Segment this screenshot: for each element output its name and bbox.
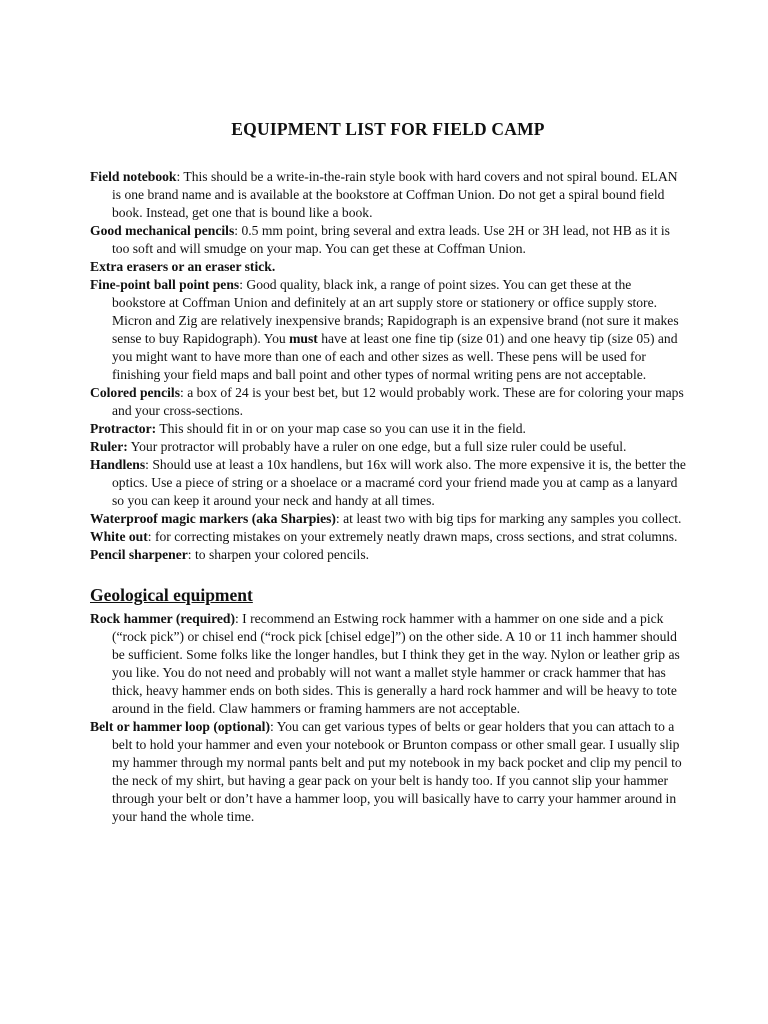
item-term: Fine-point ball point pens <box>90 277 240 292</box>
list-item-ruler <box>90 438 686 456</box>
item-emphasis: must <box>289 331 318 346</box>
section-heading-geological-equipment: Geological equipment <box>90 585 253 605</box>
item-text: You can get various types of belts or gear holders that you can attach to a belt to hold your hammer and even your notebook or Brunton compass or other small gear. I usually slip my hammer through my normal pants belt and put my notebook in my back pocket and clip my pencil to the neck of my shirt, but having a gear pack on your belt is handy too. If you cannot slip your hammer through your belt or don’t have a hammer loop, you will basically have to carry your hammer around in your hand the whole time. <box>112 719 682 824</box>
item-term: Protractor: <box>90 421 157 436</box>
item-text: Should use at least a 10x handlens, but 16x will work also. The more expensive it is, the better the optics. Use a piece of string or a shoelace or a macramé cord your friend made you at camp as a lanyard so you can keep it around your neck and handy at all times. <box>112 457 686 508</box>
item-text: This should be a write-in-the-rain style book with hard covers and not spiral bound. ELAN is one brand name and is available at the bookstore at Coffman Union. Do not get a spiral bound field book. Instead, get one that is bound like a book. <box>112 169 678 220</box>
item-text: have at least one fine tip (size 01) and one heavy tip (size 05) and you might want to have more than one of each and other sizes as well. These pens will be used for finishing your field maps and ball point and other types of normal writing pens are not acceptable. <box>112 331 678 382</box>
list-item-ball-point-pens: Fine-point ball point pens: Good quality, black ink, a range of point sizes. You can get these at the bookstore at Coffman Union and definitely at an art supply store or stationery or office supply store. Micron and Zig are relatively inexpensive brands; Rapidograph is an expensive brand (not sure it makes sense to buy Rapidograph). You must have at least one fine tip (size 01) and one heavy tip (size 05) and you might want to have more than one of each and other sizes as well. These pens will be used for finishing your field maps and ball point and other types of normal writing pens are not acceptable. <box>90 277 679 382</box>
item-text: Good quality, black ink, a range of point sizes. You can get these at the bookstore at Coffman Union and definitely at an art supply store or stationery or office supply store. Micron and Zig are relatively inexpensive brands; Rapidograph is an expensive brand (not sure it makes sense to buy Rapidograph). You <box>112 277 679 346</box>
list-item-protractor <box>90 420 686 438</box>
item-text: This should fit in or on your map case so you can use it in the field. <box>159 421 526 436</box>
list-item-colored-pencils: Colored pencils: a box of 24 is your best bet, but 12 would probably work. These are for coloring your maps and your cross-sections. <box>90 385 684 418</box>
item-term: Field notebook <box>90 169 177 184</box>
item-text: at least two with big tips for marking any samples you collect. <box>343 511 682 526</box>
item-term: Belt or hammer loop (optional) <box>90 719 270 734</box>
list-item-rock-hammer: Rock hammer (required): I recommend an Estwing rock hammer with a hammer on one side and a pick (“rock pick”) or chisel end (“rock pick [chisel edge]”) on the other side. A 10 or 11 inch hammer should be sufficient. Some folks like the longer handles, but I think they get in the way. Nylon or leather grip as you like. You do not need and probably will not want a mallet style hammer or crack hammer that has thick, heavy hammer ends on both sides. This is generally a hard rock hammer and will be heavy to tote around in the field. Claw hammers or framing hammers are not acceptable. <box>90 611 680 716</box>
document-page <box>90 118 686 826</box>
list-item-handlens: Handlens: Should use at least a 10x handlens, but 16x will work also. The more expensive it is, the better the optics. Use a piece of string or a shoelace or a macramé cord your friend made you at camp as a lanyard so you can keep it around your neck and handy at all times. <box>90 457 686 508</box>
list-item-erasers <box>90 258 686 276</box>
item-term: Waterproof magic markers (aka Sharpies) <box>90 511 336 526</box>
list-item-mechanical-pencils: Good mechanical pencils: 0.5 mm point, bring several and extra leads. Use 2H or 3H lead, not HB as it is too soft and will smudge on your map. You can get these at Coffman Union. <box>90 223 670 256</box>
item-text: I recommend an Estwing rock hammer with a hammer on one side and a pick (“rock pick”) or chisel end (“rock pick [chisel edge]”) on the other side. A 10 or 11 inch hammer should be sufficient. Some folks like the longer handles, but I think they get in the way. Nylon or leather grip as you like. You do not need and probably will not want a mallet style hammer or crack hammer that has thick, heavy hammer ends on both sides. This is generally a hard rock hammer and will be heavy to tote around in the field. Claw hammers or framing hammers are not acceptable. <box>112 611 680 716</box>
list-item-white-out: White out: for correcting mistakes on your extremely neatly drawn maps, cross sections, and strat columns. <box>90 529 678 544</box>
item-term: Handlens <box>90 457 146 472</box>
item-text: 0.5 mm point, bring several and extra leads. Use 2H or 3H lead, not HB as it is too soft and will smudge on your map. You can get these at Coffman Union. <box>112 223 670 256</box>
list-item-pencil-sharpener: Pencil sharpener: to sharpen your colored pencils. <box>90 547 370 562</box>
item-term: Pencil sharpener <box>90 547 188 562</box>
item-text: to sharpen your colored pencils. <box>194 547 370 562</box>
item-term: White out <box>90 529 148 544</box>
item-term: Rock hammer (required) <box>90 611 235 626</box>
item-term: Extra erasers or an eraser stick. <box>90 259 276 274</box>
list-item-hammer-loop: Belt or hammer loop (optional): You can get various types of belts or gear holders that you can attach to a belt to hold your hammer and even your notebook or Brunton compass or other small gear. I usually slip my hammer through my normal pants belt and put my notebook in my back pocket and clip my pencil to the neck of my shirt, but having a gear pack on your belt is handy too. If you cannot slip your hammer through your belt or don’t have a hammer loop, you will basically have to carry your hammer around in your hand the whole time. <box>90 719 682 824</box>
item-term: Ruler: <box>90 439 128 454</box>
item-text: for correcting mistakes on your extremely neatly drawn maps, cross sections, and strat columns. <box>154 529 678 544</box>
document-title: EQUIPMENT LIST FOR FIELD CAMP <box>231 119 545 139</box>
item-term: Colored pencils <box>90 385 180 400</box>
list-item-magic-markers: Waterproof magic markers (aka Sharpies): at least two with big tips for marking any samples you collect. <box>90 511 682 526</box>
item-term: Good mechanical pencils <box>90 223 235 238</box>
list-item-field-notebook: Field notebook: This should be a write-in-the-rain style book with hard covers and not spiral bound. ELAN is one brand name and is available at the bookstore at Coffman Union. Do not get a spiral bound field book. Instead, get one that is bound like a book. <box>90 169 678 220</box>
item-text: a box of 24 is your best bet, but 12 would probably work. These are for coloring your maps and your cross-sections. <box>112 385 684 418</box>
item-text: Your protractor will probably have a ruler on one edge, but a full size ruler could be useful. <box>130 439 627 454</box>
